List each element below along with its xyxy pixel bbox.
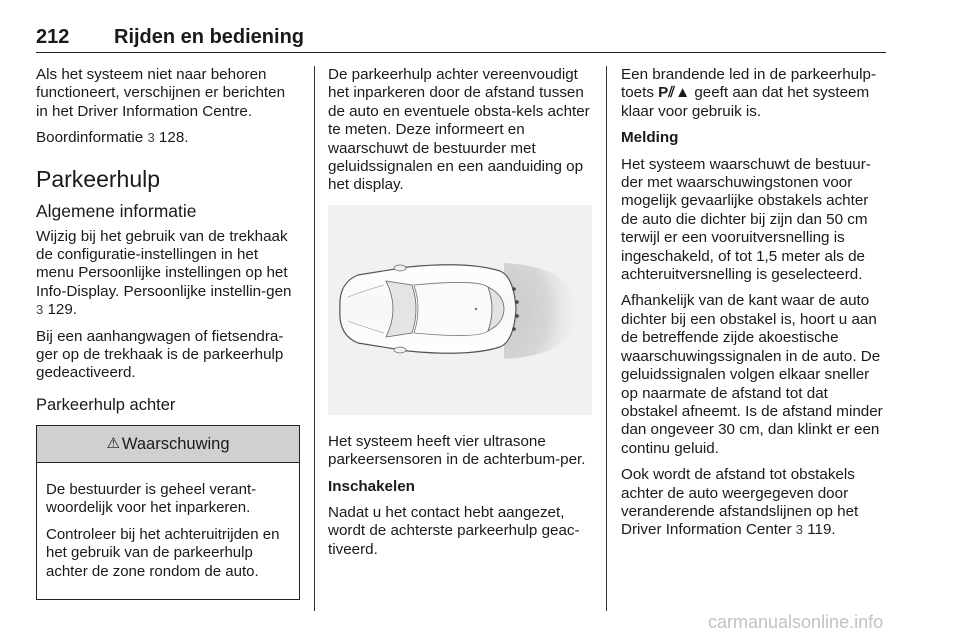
paragraph-sensoren: Het systeem heeft vier ultrasone parkeersensoren in de achterbum-per.	[328, 432, 586, 469]
paragraph-aanhangwagen: Bij een aanhangwagen of fietsendra-ger op de trekhaak is de parkeerhulp gedeactiveerd.	[36, 327, 284, 382]
heading-parkeerhulp: Parkeerhulp	[36, 165, 161, 192]
page-number: 212	[36, 26, 70, 48]
parking-assist-button-icon: P⫽▲	[658, 84, 691, 102]
page-ref-arrow-icon: 3	[36, 302, 44, 318]
paragraph-akoestische-signalen: Afhankelijk van de kant waar de auto dichter bij een obstakel is, hoort u aan de betreffende zijde akoestische waarschuwingssignalen in de auto. De geluidssignalen volgen elkaar sneller op naarmate de afstand tot dat obstakel afneemt. Is de afstand minder dan ongeveer 30 cm, dan klinkt er een continu geluid.	[621, 292, 883, 457]
paragraph-text: geeft aan dat het systeem klaar voor gebruik is.	[621, 84, 870, 120]
car-sensor-illustration	[328, 205, 592, 415]
heading-parkeerhulp-achter: Parkeerhulp achter	[36, 395, 176, 414]
warning-paragraph-2: Controleer bij het achteruitrijden en het gebruik van de parkeerhulp achter de zone rondom de auto.	[46, 525, 280, 580]
warning-title: Waarschuwing	[121, 434, 230, 453]
heading-inschakelen: Inschakelen	[328, 477, 415, 495]
paragraph-text: Een brandende led in de parkeerhulp-toets	[621, 66, 876, 102]
paragraph-text: Wijzig bij het gebruik van de trekhaak de configuratie-instellingen in het menu Persoonlijke instellingen op het Info-Display. Persoonlijke instellin-gen	[36, 227, 292, 300]
column-divider-2	[606, 66, 607, 611]
column-1	[36, 66, 300, 600]
page-ref[interactable]: 129.	[47, 301, 78, 319]
paragraph-text: Ook wordt de afstand tot obstakels achter de auto weergegeven door veranderende afstandslijnen op het Driver Information Center	[621, 466, 859, 539]
column-2	[328, 66, 592, 567]
page-ref[interactable]: 128.	[158, 129, 189, 147]
paragraph-parkeerhulp-achter: De parkeerhulp achter vereenvoudigt het inparkeren door de afstand tussen de auto en eventuele obsta-kels achter te meten. Deze informeert en waarschuwt de bestuurder met geluidssignalen en een aanduiding op het display.	[328, 66, 590, 194]
paragraph-led	[621, 66, 887, 121]
warning-body	[37, 463, 299, 599]
heading-algemene-informatie: Algemene informatie	[36, 200, 197, 221]
chapter-title: Rijden en bediening	[114, 26, 305, 48]
page-header	[36, 26, 886, 53]
warning-paragraph-1: De bestuurder is geheel verant-woordelijk voor het inparkeren.	[46, 480, 257, 517]
watermark: carmanualsonline.info	[708, 612, 884, 632]
paragraph-inschakelen: Nadat u het contact hebt aangezet, wordt de achterste parkeerhulp geac-tiveerd.	[328, 504, 580, 558]
column-3	[621, 66, 887, 548]
warning-header	[37, 426, 299, 463]
car-top-view-icon	[328, 205, 592, 415]
ref-text: Boordinformatie	[36, 129, 144, 147]
paragraph-system-malfunction: Als het systeem niet naar behoren functioneert, verschijnen er berichten in het Driver Information Centre.	[36, 66, 286, 120]
column-divider-1	[314, 66, 315, 611]
page-ref-arrow-icon: 3	[795, 522, 803, 538]
page-ref-arrow-icon: 3	[147, 130, 155, 146]
paragraph-waarschuwingstonen: Het systeem waarschuwt de bestuur-der met waarschuwingstonen voor mogelijk gevaarlijke obstakels achter de auto die dichter bij zijn dan 50 cm terwijl er een vooruitversnelling is ingeschakeld, of tot 1,5 meter als de achteruitversnelling is geselecteerd.	[621, 155, 871, 284]
warning-box	[36, 425, 300, 600]
page-ref[interactable]: 119.	[807, 521, 836, 539]
paragraph-trekhaak	[36, 228, 300, 320]
heading-melding: Melding	[621, 129, 679, 147]
warning-triangle-icon: ⚠	[106, 434, 120, 452]
paragraph-afstandslijnen	[621, 466, 887, 540]
paragraph-boordinformatie-ref	[36, 129, 300, 147]
